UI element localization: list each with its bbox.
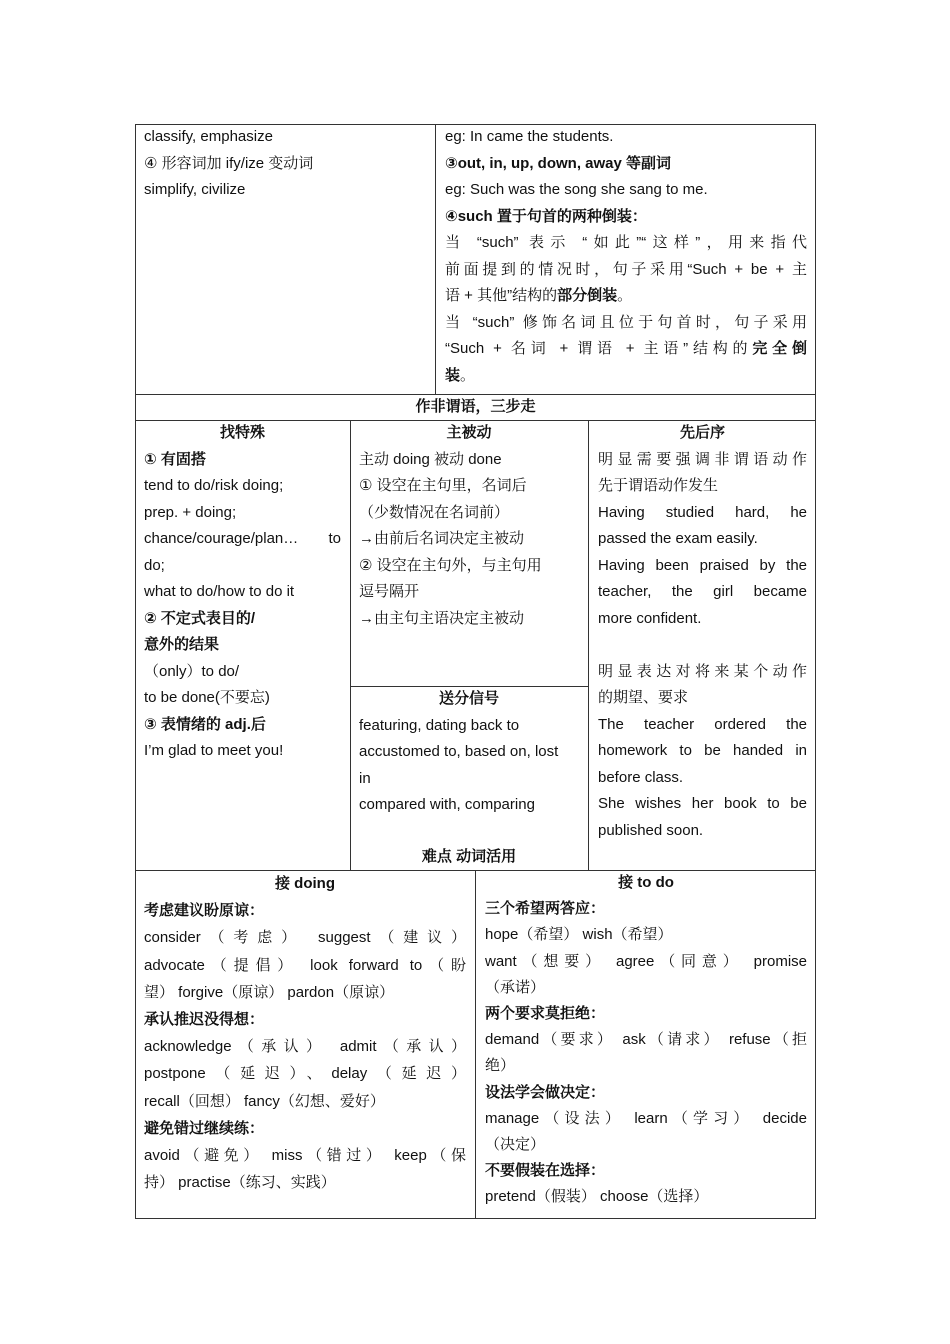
text-line: ① 设空在主句里，名词后	[359, 477, 527, 494]
column-header: 接 to do	[618, 874, 674, 891]
example-line: published soon.	[598, 821, 704, 839]
group-heading: 承认推迟没得想：	[144, 1011, 265, 1029]
group-heading: 两个要求莫拒绝：	[485, 1005, 606, 1023]
text-part: to	[328, 530, 341, 547]
subsection-title: 难点 动词活用	[421, 848, 517, 865]
text-line: accustomed to, based on, lost	[359, 743, 559, 760]
text-line: 逗号隔开	[359, 583, 420, 600]
text-line: 先于谓语动作发生	[598, 477, 719, 494]
text-line: 主动 doing 被动 done	[359, 450, 502, 468]
verb-line: recall（回想） fancy（幻想、爱好）	[144, 1092, 385, 1110]
verb-line: 绝）	[485, 1057, 516, 1075]
rule-heading: ④such 置于句首的两种倒装：	[445, 207, 647, 225]
blank-line	[598, 632, 807, 659]
verb-line: 持） practise（练习、实践）	[144, 1174, 336, 1192]
text-line: （少数情况在名词前）	[359, 503, 510, 521]
example-line: before class.	[598, 768, 684, 786]
example-line: Having been praised by the	[598, 556, 807, 574]
verb-line: manage（设法） learn（学习） decide	[485, 1109, 807, 1127]
text-line: simplify, civilize	[144, 181, 246, 198]
emphasis: 装	[445, 366, 461, 384]
text-line: classify, emphasize	[144, 128, 273, 145]
verb-line: avoid（避免） miss（错过） keep（保	[144, 1147, 466, 1165]
text-part: chance/courage/plan…	[144, 530, 299, 547]
example-line: The teacher ordered the	[598, 715, 807, 733]
example-line: eg: Such was the song she sang to me.	[445, 181, 708, 198]
top-right-cell	[436, 124, 816, 389]
text-line	[445, 363, 807, 390]
group-heading: 三个希望两答应：	[485, 900, 606, 918]
text-line	[445, 336, 807, 363]
text-part: “Such + 名词 + 谓语 + 主语”结构的	[445, 340, 753, 357]
text-line: →由前后名词决定主被动	[359, 530, 525, 547]
column-header: 先后序	[679, 424, 725, 441]
text-line: featuring, dating back to	[359, 716, 520, 734]
column-header: 接 doing	[275, 875, 335, 892]
text-part: 。	[460, 366, 476, 384]
text-line: ② 设空在主句外，与主句用	[359, 556, 542, 574]
text-line: →由主句主语决定主被动	[359, 609, 525, 627]
column-header: 找特殊	[219, 424, 265, 441]
col-signals	[350, 686, 588, 819]
text-line	[144, 526, 341, 553]
example-line: passed the exam easily.	[598, 530, 758, 547]
verb-line: postpone（延迟）、delay（延迟）	[144, 1065, 466, 1083]
text-line: 当 “such” 修饰名词且位于句首时，句子采用	[445, 313, 807, 331]
rule-heading: ① 有固搭	[144, 450, 206, 468]
rule-heading: ② 不定式表目的/	[144, 609, 256, 627]
top-left-cell	[135, 124, 435, 204]
todo-cell	[476, 870, 816, 1211]
text-line: 当 “such” 表示 “如此”“这样”，用来指代	[445, 234, 807, 251]
text-line: what to do/how to do it	[144, 583, 295, 600]
column-header: 主被动	[446, 424, 492, 441]
group-heading: 避免错过继续练：	[144, 1119, 265, 1137]
verb-line: acknowledge（承认） admit（承认）	[144, 1038, 466, 1056]
text-line: （only）to do/	[144, 662, 240, 680]
verb-line: hope（希望） wish（希望）	[485, 926, 673, 944]
example-line: teacher, the girl became	[598, 583, 807, 600]
rule-heading: ③ 表情绪的 adj.后	[144, 715, 266, 733]
verb-line: advocate（提倡） look forward to（盼	[144, 956, 466, 974]
section-title: 作非谓语，三步走	[415, 398, 536, 415]
verb-line: （决定）	[485, 1136, 546, 1154]
verb-line: consider（考虑） suggest（建议）	[144, 929, 466, 947]
column-header: 送分信号	[438, 690, 499, 707]
text-line: ④ 形容词加 ify/ize 变动词	[144, 154, 314, 172]
emphasis: 部分倒装	[557, 287, 618, 304]
doing-cell	[135, 870, 475, 1196]
text-line: in	[359, 769, 371, 787]
group-heading: 设法学会做决定：	[485, 1083, 606, 1101]
col-sequence	[589, 420, 816, 844]
text-line: 的期望、要求	[598, 689, 689, 706]
verb-line: demand（要求） ask（请求） refuse（拒	[485, 1031, 807, 1049]
text-line: do;	[144, 556, 165, 574]
text-line: prep. + doing;	[144, 503, 237, 521]
emphasis: 完全倒	[752, 340, 807, 357]
group-heading: 考虑建议盼原谅：	[144, 902, 265, 920]
text-line: 明显表达对将来某个动作	[598, 662, 807, 680]
text-part: 。	[617, 287, 633, 304]
rule-heading: ③out, in, up, down, away 等副词	[445, 154, 672, 172]
text-line: to be done(不要忘)	[144, 689, 270, 706]
group-heading: 不要假装在选择：	[485, 1162, 606, 1180]
col-special	[135, 420, 350, 765]
text-part: 语 + 其他”结构的	[445, 287, 558, 304]
text-line: tend to do/risk doing;	[144, 477, 284, 494]
verb-line: （承诺）	[485, 978, 546, 996]
verb-line: pretend（假装） choose（选择）	[485, 1188, 709, 1206]
example-line: Having studied hard, he	[598, 503, 807, 521]
example-line: homework to be handed in	[598, 742, 807, 759]
example-line: She wishes her book to be	[598, 795, 807, 812]
rule-heading: 意外的结果	[144, 636, 220, 653]
example-line: I’m glad to meet you!	[144, 742, 284, 759]
text-line: compared with, comparing	[359, 796, 535, 813]
text-line	[445, 283, 807, 310]
verb-line: want（想要） agree（同意） promise	[485, 952, 807, 970]
example-line: more confident.	[598, 609, 702, 627]
text-line: 明显需要强调非谓语动作	[598, 450, 807, 468]
text-line: 前面提到的情况时，句子采用“Such + be + 主	[445, 260, 807, 278]
example-line: eg: In came the students.	[445, 128, 614, 145]
col-voice	[350, 420, 588, 632]
verb-line: 望） forgive（原谅） pardon（原谅）	[144, 983, 395, 1001]
